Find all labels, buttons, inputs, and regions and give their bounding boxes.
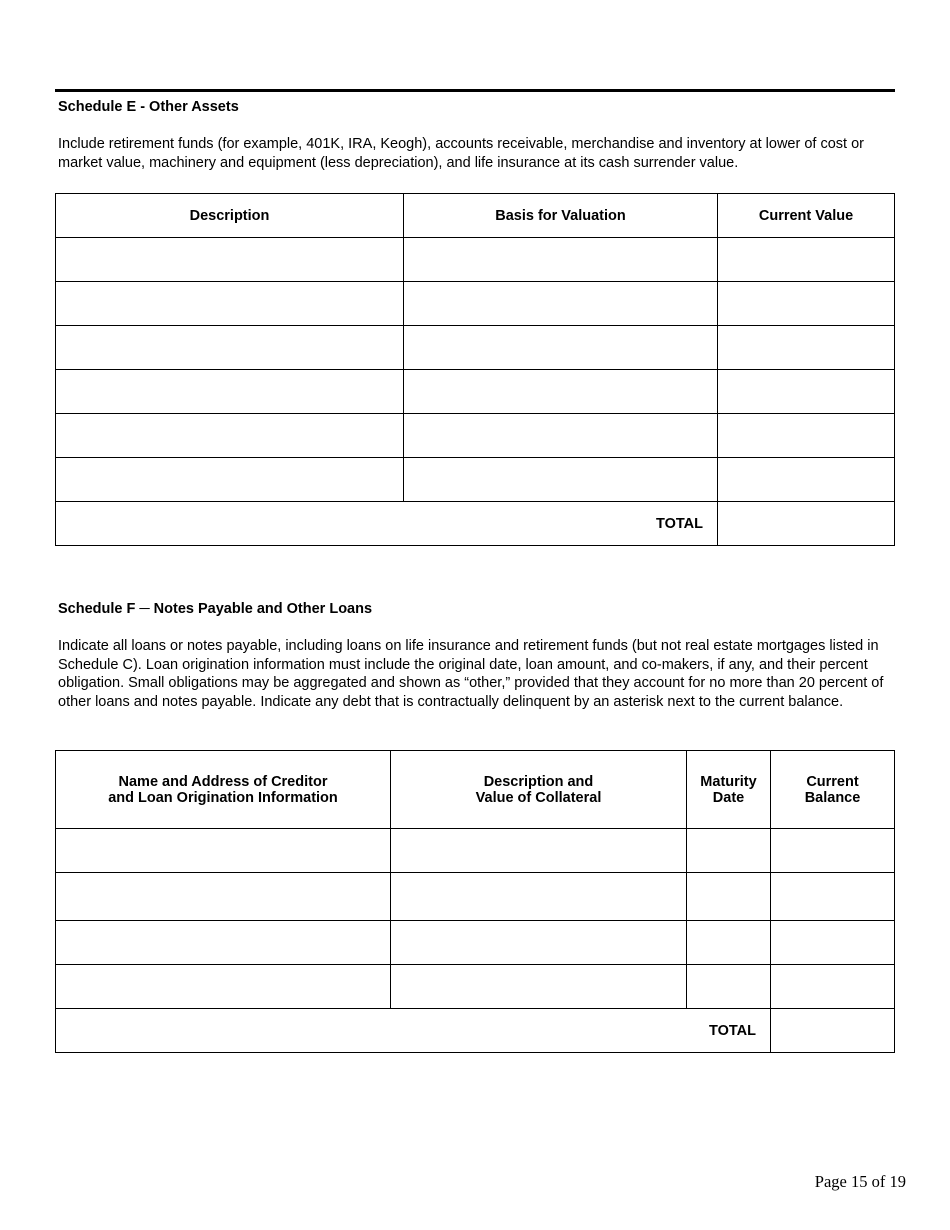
table-row — [56, 370, 895, 414]
basis-cell[interactable] — [404, 370, 718, 414]
col-maturity-date-header — [687, 751, 771, 829]
header-line: Name and Address of Creditor — [118, 773, 328, 790]
collateral-cell[interactable] — [391, 921, 687, 965]
table-row — [56, 965, 895, 1009]
table-row — [56, 282, 895, 326]
page-number: Page 15 of 19 — [814, 1172, 906, 1191]
header-line: Maturity — [700, 773, 757, 790]
schedule-e-table — [55, 193, 895, 546]
col-collateral-header — [391, 751, 687, 829]
current-value-cell[interactable] — [718, 326, 895, 370]
schedule-e-header-row — [56, 194, 895, 238]
current-value-cell[interactable] — [718, 238, 895, 282]
maturity-date-cell[interactable] — [687, 873, 771, 921]
current-balance-cell[interactable] — [771, 921, 895, 965]
header-line: Current — [806, 773, 859, 790]
description-cell[interactable] — [56, 282, 404, 326]
current-balance-cell[interactable] — [771, 873, 895, 921]
schedule-f-header-row — [56, 751, 895, 829]
table-row — [56, 829, 895, 873]
description-cell[interactable] — [56, 458, 404, 502]
schedule-e-instructions: Include retirement funds (for example, 401K, IRA, Keogh), accounts receivable, merchandise and inventory at lower of cost or market value, machinery and equipment (less depreciation), and life insurance at its cash surrender value. — [58, 136, 864, 171]
basis-cell[interactable] — [404, 458, 718, 502]
table-row — [56, 414, 895, 458]
col-current-value-header: Current Value — [718, 194, 895, 238]
header-line: and Loan Origination Information — [108, 789, 338, 806]
description-cell[interactable] — [56, 414, 404, 458]
collateral-cell[interactable] — [391, 873, 687, 921]
basis-cell[interactable] — [404, 414, 718, 458]
top-rule — [55, 89, 895, 92]
current-balance-cell[interactable] — [771, 965, 895, 1009]
creditor-cell[interactable] — [56, 873, 391, 921]
header-line: Value of Collateral — [475, 789, 602, 806]
creditor-cell[interactable] — [56, 921, 391, 965]
description-cell[interactable] — [56, 238, 404, 282]
maturity-date-cell[interactable] — [687, 965, 771, 1009]
total-balance-cell[interactable] — [771, 1009, 895, 1053]
schedule-f-table — [55, 750, 895, 1053]
creditor-cell[interactable] — [56, 965, 391, 1009]
total-value-cell[interactable] — [718, 502, 895, 546]
col-creditor-header — [56, 751, 391, 829]
creditor-cell[interactable] — [56, 829, 391, 873]
table-row — [56, 238, 895, 282]
table-row — [56, 873, 895, 921]
collateral-cell[interactable] — [391, 829, 687, 873]
schedule-f-instructions: Indicate all loans or notes payable, including loans on life insurance and retirement funds (but not real estate mortgages listed in Schedule C). Loan origination information must include the original date, loan amount, and co-makers, if any, and their percent obligation. Small obligations may be aggregated and shown as “other,” provided that they account for no more than 20 percent of other loans and notes payable. Indicate any debt that is contractually delinquent by an asterisk next to the current balance. — [58, 638, 884, 710]
current-balance-cell[interactable] — [771, 829, 895, 873]
current-value-cell[interactable] — [718, 282, 895, 326]
total-label: TOTAL — [56, 1009, 771, 1053]
total-row — [56, 502, 895, 546]
collateral-cell[interactable] — [391, 965, 687, 1009]
description-cell[interactable] — [56, 326, 404, 370]
header-line: Balance — [804, 789, 861, 806]
header-line: Description and — [483, 773, 594, 790]
col-basis-header: Basis for Valuation — [404, 194, 718, 238]
current-value-cell[interactable] — [718, 370, 895, 414]
schedule-f-title: Schedule F ─ Notes Payable and Other Loans — [58, 601, 373, 617]
col-description-header: Description — [56, 194, 404, 238]
table-row — [56, 458, 895, 502]
maturity-date-cell[interactable] — [687, 829, 771, 873]
total-row — [56, 1009, 895, 1053]
header-line: Date — [712, 789, 745, 806]
description-cell[interactable] — [56, 370, 404, 414]
maturity-date-cell[interactable] — [687, 921, 771, 965]
current-value-cell[interactable] — [718, 458, 895, 502]
basis-cell[interactable] — [404, 326, 718, 370]
basis-cell[interactable] — [404, 282, 718, 326]
total-label: TOTAL — [56, 502, 718, 546]
current-value-cell[interactable] — [718, 414, 895, 458]
table-row — [56, 326, 895, 370]
schedule-e-title: Schedule E - Other Assets — [58, 99, 239, 115]
basis-cell[interactable] — [404, 238, 718, 282]
col-current-balance-header — [771, 751, 895, 829]
table-row — [56, 921, 895, 965]
